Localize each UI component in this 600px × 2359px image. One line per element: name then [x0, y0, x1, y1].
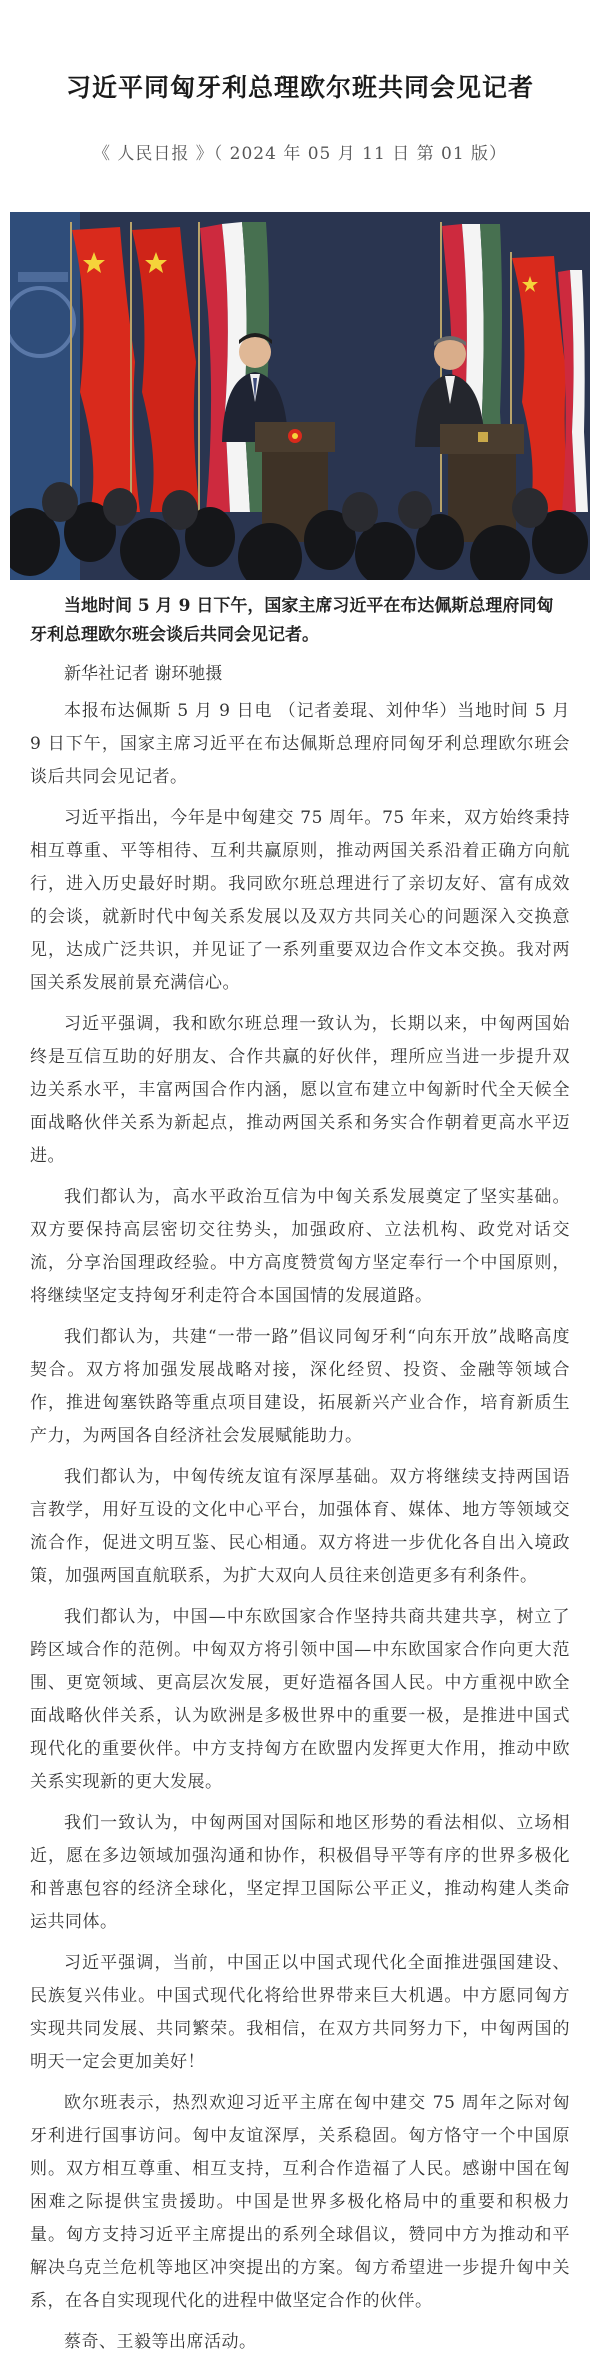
article-paragraph: 习近平强调，我和欧尔班总理一致认为，长期以来，中匈两国始终是互信互助的好朋友、合作共赢的好伙伴，理所应当进一步提升双边关系水平，丰富两国合作内涵，愿以宣布建立中匈新时代全天候全面战略伙伴关系为新起点，推动两国关系和务实合作朝着更高水平迈进。 [30, 1014, 570, 1166]
article-paragraph: 我们都认为，共建“一带一路”倡议同匈牙利“向东开放”战略高度契合。双方将加强发展战略对接，深化经贸、投资、金融等领域合作，推进匈塞铁路等重点项目建设，拓展新兴产业合作，培育新质生产力，为两国各自经济社会发展赋能助力。 [30, 1327, 570, 1446]
article-paragraph: 欧尔班表示，热烈欢迎习近平主席在匈中建交 75 周年之际对匈牙利进行国事访问。匈中友谊深厚，关系稳固。匈方恪守一个中国原则。双方相互尊重、相互支持，互利合作造福了人民。感谢中国在匈困难之际提供宝贵援助。中国是世界多极化格局中的重要和积极力量。匈方支持习近平主席提出的系列全球倡议，赞同中方为推动和平解决乌克兰危机等地区冲突提出的方案。匈方希望进一步提升匈中关系，在各自实现现代化的进程中做坚定合作的伙伴。 [30, 2093, 570, 2311]
photo-credit: 新华社记者 谢环驰摄 [64, 664, 223, 684]
article-paragraph: 习近平强调，当前，中国正以中国式现代化全面推进强国建设、民族复兴伟业。中国式现代化将给世界带来巨大机遇。中方愿同匈方实现共同发展、共同繁荣。我相信，在双方共同努力下，中匈两国的明天一定会更加美好！ [30, 1953, 570, 2072]
article-paragraph: 我们都认为，中国—中东欧国家合作坚持共商共建共享，树立了跨区域合作的范例。中匈双方将引领中国—中东欧国家合作向更大范围、更宽领域、更高层次发展，更好造福各国人民。中方重视中欧全面战略伙伴关系，认为欧洲是多极世界中的重要一极，是推进中国式现代化的重要伙伴。中方支持匈方在欧盟内发挥更大作用，推动中欧关系实现新的更大发展。 [30, 1607, 570, 1792]
press-conference-photo [10, 212, 590, 580]
article-paragraph: 蔡奇、王毅等出席活动。 [64, 2332, 257, 2352]
article-paragraph: 我们一致认为，中匈两国对国际和地区形势的看法相似、立场相近，愿在多边领域加强沟通和协作，积极倡导平等有序的世界多极化和普惠包容的经济全球化，坚定捍卫国际公平正义，推动构建人类命运共同体。 [30, 1813, 570, 1932]
article-title: 习近平同匈牙利总理欧尔班共同会见记者 [65, 73, 534, 102]
photo-caption: 当地时间 5 月 9 日下午，国家主席习近平在布达佩斯总理府同匈牙利总理欧尔班会谈后共同会见记者。 [30, 596, 554, 645]
article-source: 《 人民日报 》（ 2024 年 05 月 11 日 第 01 版） [92, 144, 508, 164]
article-body [30, 695, 570, 2359]
article-paragraph: 习近平指出，今年是中匈建交 75 周年。75 年来，双方始终秉持相互尊重、平等相待、互利共赢原则，推动两国关系沿着正确方向航行，进入历史最好时期。我同欧尔班总理进行了亲切友好、富有成效的会谈，就新时代中匈关系发展以及双方共同关心的问题深入交换意见，达成广泛共识，并见证了一系列重要双边合作文本交换。我对两国关系发展前景充满信心。 [30, 808, 570, 993]
article-paragraph: 我们都认为，高水平政治互信为中匈关系发展奠定了坚实基础。双方要保持高层密切交往势头，加强政府、立法机构、政党对话交流，分享治国理政经验。中方高度赞赏匈方坚定奉行一个中国原则，将继续坚定支持匈牙利走符合本国国情的发展道路。 [30, 1187, 570, 1306]
article-paragraph: 我们都认为，中匈传统友谊有深厚基础。双方将继续支持两国语言教学，用好互设的文化中心平台，加强体育、媒体、地方等领域交流合作，促进文明互鉴、民心相通。双方将进一步优化各自出入境政策，加强两国直航联系，为扩大双向人员往来创造更多有利条件。 [30, 1467, 570, 1586]
article-paragraph: 本报布达佩斯 5 月 9 日电 （记者姜琨、刘仲华）当地时间 5 月 9 日下午，国家主席习近平在布达佩斯总理府同匈牙利总理欧尔班会谈后共同会见记者。 [30, 701, 570, 787]
